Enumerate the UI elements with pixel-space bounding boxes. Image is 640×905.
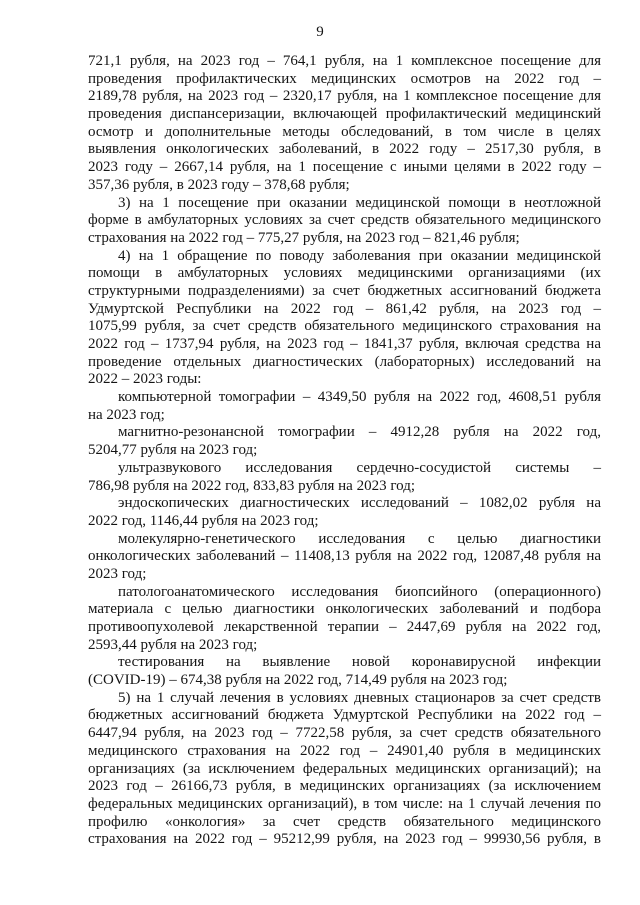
- text-line: 786,98 рубля на 2022 год, 833,83 рубля на 2023 год;: [88, 477, 415, 494]
- text-line: на 2023 год;: [88, 406, 165, 423]
- text-line: структурными подразделениями) за счет бюджетных ассигнований бюджета: [88, 282, 601, 299]
- text-line: проведение отдельных диагностических (лабораторных) исследований на: [88, 353, 601, 370]
- text-line: 2022 – 2023 годы:: [88, 371, 202, 388]
- text-line: 5) на 1 случай лечения в условиях дневных стационаров за счет средств: [118, 689, 601, 706]
- text-line: 2022 год – 1737,94 рубля, на 2023 год – 1841,37 рубля, включая средства на: [88, 336, 601, 352]
- paragraph-ct: [88, 389, 601, 424]
- text-line: форме в амбулаторных условиях за счет средств обязательного медицинского: [88, 212, 601, 229]
- text-line: 3) на 1 посещение при оказании медицинской помощи в неотложной: [118, 194, 601, 211]
- text-line: ультразвукового исследования сердечно-сосудистой системы –: [118, 459, 601, 476]
- text-line: 721,1 рубля, на 2023 год – 764,1 рубля, на 1 комплексное посещение для: [88, 53, 601, 69]
- text-line: профилю «онкология» за счет средств обязательного медицинского: [88, 813, 601, 830]
- paragraph-item-5: [88, 690, 601, 849]
- text-line: осмотр и дополнительные методы обследований, в том числе в целях: [88, 123, 601, 140]
- text-line: 4) на 1 обращение по поводу заболевания при оказании медицинской: [118, 247, 601, 264]
- paragraph-item-4: [88, 248, 601, 390]
- text-line: проведения профилактических медицинских осмотров на 2022 год –: [88, 70, 601, 87]
- paragraph-ultrasound: [88, 460, 601, 495]
- text-line: помощи в амбулаторных условиях медицинскими организациями (их: [88, 265, 601, 282]
- text-line: организациях (за исключением федеральных медицинских организаций); на: [88, 760, 601, 777]
- text-line: 6447,94 рубля, на 2023 год – 7722,58 рубля, за счет средств обязательного: [88, 725, 601, 742]
- paragraph-molecular-genetic: [88, 531, 601, 584]
- text-line: медицинского страхования на 2022 год – 24901,40 рубля в медицинских: [88, 742, 601, 759]
- text-line: противоопухолевой лекарственной терапии – 2447,69 рубля на 2022 год,: [88, 619, 601, 635]
- text-line: 5204,77 рубля на 2023 год;: [88, 442, 258, 459]
- paragraph-endoscopy: [88, 495, 601, 530]
- text-line: 2189,78 рубля, на 2023 год – 2320,17 рубля, на 1 комплексное посещение для: [88, 88, 601, 105]
- text-line: 2023 год;: [88, 565, 147, 582]
- paragraph-mri: [88, 424, 601, 459]
- paragraph-item-3: [88, 195, 601, 248]
- page-number: 9: [316, 24, 324, 40]
- paragraph-covid-testing: [88, 654, 601, 689]
- text-line: федеральных медицинских организаций), в том числе: на 1 случай лечения по: [88, 795, 601, 812]
- text-line: магнитно-резонансной томографии – 4912,28 рубля на 2022 год,: [118, 424, 601, 441]
- text-line: 2023 году – 2667,14 рубля, на 1 посещение с иными целями в 2022 году –: [88, 159, 601, 176]
- text-line: 2593,44 рубля на 2023 год;: [88, 636, 258, 653]
- text-line: компьютерной томографии – 4349,50 рубля на 2022 год, 4608,51 рубля: [118, 389, 601, 406]
- text-line: (COVID-19) – 674,38 рубля на 2022 год, 714,49 рубля на 2023 год;: [88, 672, 508, 689]
- text-line: патологоанатомического исследования биопсийного (операционного): [118, 583, 601, 600]
- paragraph-continuation: [88, 53, 601, 195]
- text-line: страхования на 2022 год – 775,27 рубля, на 2023 год – 821,46 рубля;: [88, 229, 520, 246]
- text-line: 2022 год, 1146,44 рубля на 2023 год;: [88, 512, 319, 529]
- text-line: материала с целью диагностики онкологических заболеваний и подбора: [88, 601, 601, 618]
- text-line: страхования на 2022 год – 95212,99 рубля, на 2023 год – 99930,56 рубля, в: [88, 831, 601, 848]
- text-line: бюджетных ассигнований бюджета Удмуртской Республики на 2022 год –: [88, 707, 601, 724]
- paragraph-pathology: [88, 584, 601, 655]
- text-line: онкологических заболеваний – 11408,13 рубля на 2022 год, 12087,48 рубля на: [88, 548, 601, 565]
- text-line: 1075,99 рубля, за счет средств обязательного медицинского страхования на: [88, 318, 601, 335]
- text-line: молекулярно-генетического исследования с целью диагностики: [118, 530, 601, 547]
- text-line: 2023 год – 26166,73 рубля, в медицинских организациях (за исключением: [88, 778, 601, 795]
- text-line: эндоскопических диагностических исследований – 1082,02 рубля на: [118, 495, 601, 512]
- document-body: [88, 53, 601, 849]
- text-line: выявления онкологических заболеваний, в 2022 году – 2517,30 рубля, в: [88, 141, 601, 158]
- text-line: 357,36 рубля, в 2023 году – 378,68 рубля;: [88, 176, 350, 193]
- text-line: Удмуртской Республики на 2022 год – 861,42 рубля, на 2023 год –: [88, 300, 601, 317]
- text-line: проведения диспансеризации, включающей профилактический медицинский: [88, 106, 601, 123]
- text-line: тестирования на выявление новой коронавирусной инфекции: [118, 654, 601, 671]
